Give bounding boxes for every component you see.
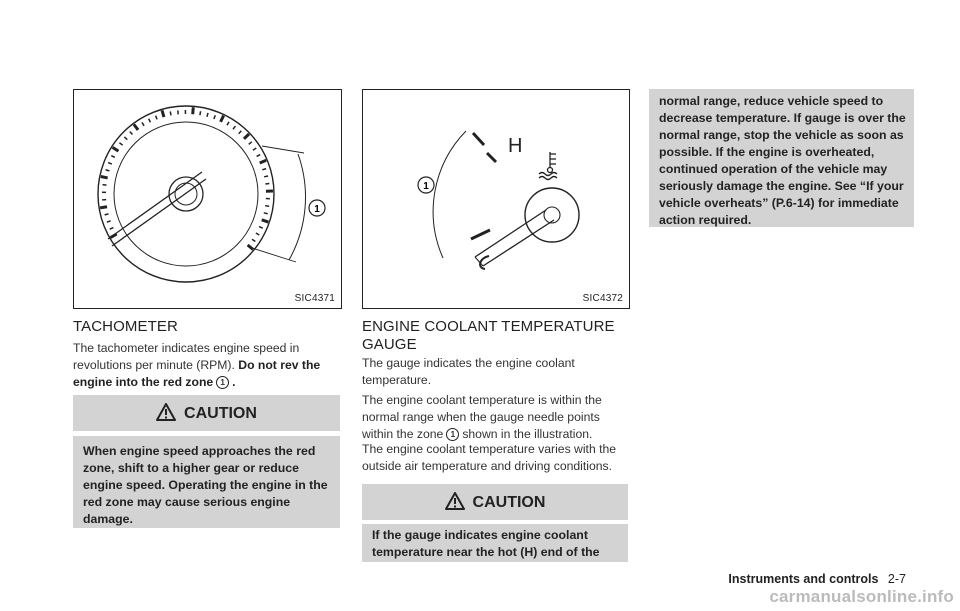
- scale-tick: [252, 239, 255, 241]
- caution-body: [362, 524, 628, 562]
- coolant-paragraph-2: [362, 392, 630, 443]
- zone-marker-badge: 1: [446, 428, 459, 441]
- tachometer-figure: [73, 89, 342, 309]
- scale-tick: [108, 163, 112, 164]
- scale-tick: [249, 142, 252, 144]
- scale-tick: [221, 116, 224, 122]
- coolant-paragraph-3: The engine coolant temperature varies with the outside air temperature and driving conditions.: [362, 442, 617, 473]
- section-name: Instruments and controls: [728, 572, 879, 586]
- scale-tick: [170, 111, 171, 115]
- scale-tick: [134, 124, 138, 130]
- scale-tick: [119, 143, 122, 145]
- caution-text: When engine speed approaches the red zone, shift to a higher gear or reduce engine speed. Operating the engine in the red zone may cause serious engine damage.: [83, 444, 328, 526]
- scale-tick: [100, 207, 107, 208]
- scale-tick: [239, 131, 242, 134]
- scale-tick: [259, 227, 263, 229]
- coolant-gauge-illustration: [363, 90, 629, 308]
- scale-tick: [107, 221, 111, 222]
- scale-tick: [106, 170, 110, 171]
- scale-tick: [256, 233, 259, 235]
- scale-tick: [149, 119, 151, 123]
- caution-text: If the gauge indicates engine coolant temperature near the hot (H) end of the: [372, 528, 600, 559]
- scale-tick: [200, 111, 201, 115]
- scale-tick: [265, 183, 269, 184]
- scale-tick: [142, 122, 144, 125]
- scale-tick: [248, 245, 253, 249]
- tachometer-warning-text: Do not rev the engine into the red zone: [73, 358, 321, 389]
- caution-text-continued: normal range, reduce vehicle speed to decrease temperature. If gauge is over the normal range, stop the vehicle as soon as possible. If the engine is overheated, continued operation of the vehicle may seriously damage the engine. See “If your vehicle overheats” (P.6-14) for immediate action required.: [659, 94, 906, 227]
- tachometer-description: [73, 340, 341, 391]
- scale-tick: [262, 169, 266, 170]
- scale-tick: [110, 228, 114, 230]
- scale-tick: [227, 122, 229, 125]
- tachometer-heading: TACHOMETER: [73, 318, 178, 335]
- zone-marker-badge: 1: [216, 376, 229, 389]
- zone-marker-label: 1: [423, 181, 429, 192]
- coolant-paragraph-2-end: shown in the illustration.: [462, 427, 593, 441]
- coolant-paragraph-1: The gauge indicates the engine coolant temperature.: [362, 356, 575, 387]
- scale-tick: [264, 213, 268, 214]
- scale-tick: [162, 110, 164, 117]
- caution-title: CAUTION: [184, 405, 257, 422]
- scale-tick: [262, 220, 269, 222]
- coolant-temperature-icon: [539, 152, 557, 180]
- scale-tick: [193, 107, 194, 114]
- page-number: 2-7: [887, 572, 906, 586]
- warning-triangle-icon: [156, 403, 176, 421]
- scale-tick: [156, 116, 157, 120]
- scale-tick: [265, 206, 269, 207]
- caution-body-continued: [649, 89, 914, 227]
- tachometer-text: The tachometer indicates engine speed in revolutions per minute (RPM).: [73, 341, 300, 372]
- hot-label: H: [508, 135, 523, 157]
- watermark: carmanualsonline.info: [769, 587, 954, 606]
- page-footer: [728, 572, 906, 586]
- scale-tick: [113, 147, 119, 151]
- scale-tick: [264, 176, 268, 177]
- figure-code: SIC4371: [294, 293, 335, 304]
- caution-title: CAUTION: [472, 494, 546, 511]
- scale-tick: [260, 160, 266, 163]
- sentence-end: .: [232, 375, 236, 389]
- figure-code: SIC4372: [582, 293, 623, 304]
- caution-header: [73, 395, 340, 431]
- scale-tick: [101, 177, 108, 178]
- tachometer-scale-ticks: [100, 107, 273, 249]
- caution-header: [362, 484, 628, 520]
- zone-marker-label: 1: [314, 204, 320, 215]
- coolant-gauge-figure: [362, 89, 630, 309]
- scale-tick: [207, 113, 208, 117]
- scale-tick: [253, 148, 256, 150]
- scale-tick: [124, 137, 127, 140]
- scale-tick: [130, 132, 133, 135]
- scale-tick: [257, 155, 261, 157]
- scale-tick: [214, 115, 215, 119]
- coolant-paragraph-2-text: The engine coolant temperature is within the normal range when the gauge needle points within the zone: [362, 393, 602, 441]
- scale-tick: [111, 156, 115, 158]
- coolant-heading: ENGINE COOLANT TEMPERATURE GAUGE: [362, 318, 615, 353]
- caution-body: [73, 436, 340, 528]
- scale-tick: [244, 134, 249, 139]
- scale-tick: [233, 126, 235, 129]
- warning-triangle-icon: [445, 492, 465, 510]
- scale-tick: [105, 214, 109, 215]
- tachometer-illustration: [74, 90, 341, 308]
